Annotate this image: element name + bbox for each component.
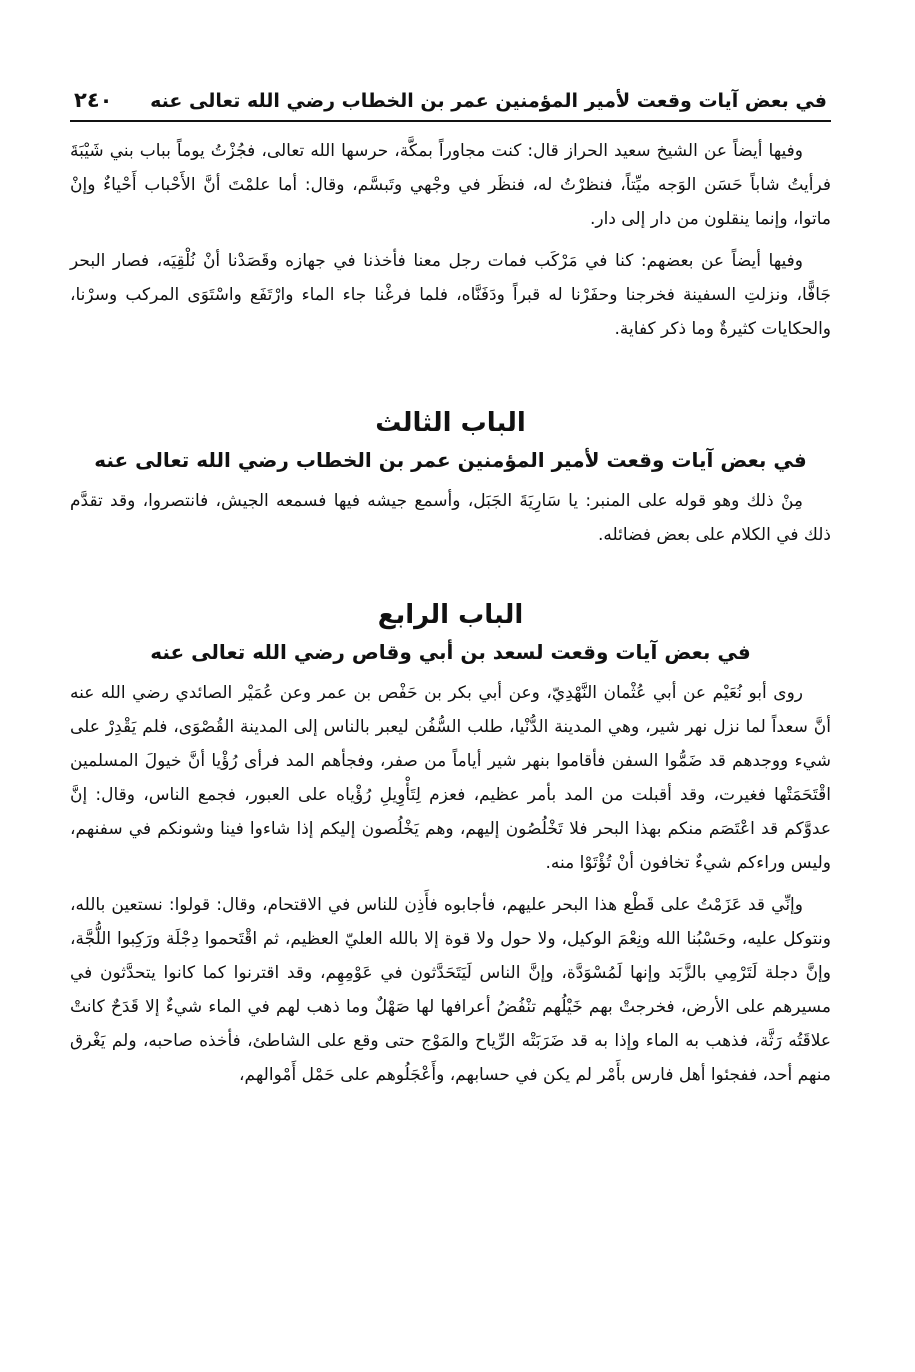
paragraph: مِنْ ذلك وهو قوله على المنبر: يا سَارِيَةَ الجَبَل، وأسمع جيشه فيها فسمعه الجيش، فانتصروا، وقد تقدَّم ذلك في الكلام على بعض فضائله.: [70, 491, 831, 545]
running-title: في بعض آيات وقعت لأمير المؤمنين عمر بن الخطاب رضي الله تعالى عنه: [150, 90, 827, 112]
paragraph: روى أبو نُعَيْم عن أبي عُثْمان النَّهْدِيّ، وعن أبي بكر بن حَفْص بن عمر وعن عُمَيْر الصائدي رضي الله عنه أنَّ سعداً لما نزل نهر شير، وهي المدينة الدُّنْيا، طلب السُّفُن ليعبر بالناس إلى المدينة القُصْوَى، فلم يَقْدِرْ على شيء ووجدهم قد ضَمُّوا السفن فأقاموا بنهر شير أياماً من صفر، وفجأهم المد فرأى رُؤْيا أنَّ خيولَ المسلمين اقْتَحَمَتْها فغيرت، وقد أقبلت من المد بأمر عظيم، فعزم لِتَأْوِيلِ رُؤْياه على العبور، فجمع الناس، وقال: إنَّ عدوَّكم قد اعْتَصَم منكم بهذا البحر فلا تَخْلُصُون إليهم، وهم يَخْلُصون إليكم إذا شاءوا فينا وشونكم في سفنهم، وليس وراءكم شيءٌ تخافون أنْ تُؤْتَوْا منه.: [70, 683, 831, 873]
paragraph: وفيها أيضاً عن بعضهم: كنا في مَرْكَب فمات رجل معنا فأخذنا في جهازه وقَصَدْنا أنْ نُلْقِيَه، فصار البحر جَافًّا، ونزلتِ السفينة فخرجنا وحفَرْنا له قبراً ودَفَنَّاه، فلما فرغْنا جاء الماء وارْتَفَع واسْتَوَى المركب وسرْنا، والحكايات كثيرةٌ وما ذكر كفاية.: [70, 251, 831, 339]
paragraph: وفيها أيضاً عن الشيخ سعيد الحراز قال: كنت مجاوراً بمكَّة، حرسها الله تعالى، فجُزْتُ يوماً بباب بني شَيْبَةَ فرأيتُ شاباً حَسَن الوَجه ميِّتاً، فنظرْتُ له، فنظَر في وجْهي وتَبسَّم، وقال: أما علمْتَ أنَّ الأَحْباب أَحْياءٌ وإنْ ماتوا، وإنما ينقلون من دار إلى دار.: [70, 141, 831, 229]
paragraph: وإنِّي قد عَزَمْتُ على قَطْع هذا البحر عليهم، فأجابوه فأَذِن للناس في الاقتحام، وقال: قولوا: نستعين بالله، ونتوكل عليه، وحَسْبُنا الله ونِعْمَ الوكيل، ولا حول ولا قوة إلا بالله العليّ العظيم، ثم اقْتَحموا دِجْلَة ورَكِبوا اللُّجَّة، وإنَّ دجلة لَتَرْمِي بالزَّبَد وإنها لَمُسْوَدَّة، وإنَّ الناس لَيَتَحَدَّثون في عَوْمِهِم، وقد اقترنوا كما كانوا يتحدَّثون في مسيرهم على الأرض، فخرجتْ بهم خَيْلُهم تنْفُضُ أعرافها لها صَهْلٌ وما ذهب لهم في الماء شيءٌ إلا قَدَحٌ كانتْ علاقَتُه رَثَّة، فذهب به الماء وإذا به قد ضَرَبَتْه الرِّياح والمَوْج حتى وقع على الشاطئ، فأخذه صاحبه، ولم يَغْرق منهم أحد، ففجئوا أهل فارس بأَمْر لم يكن في حسابهم، وأَعْجَلُوهم على حَمْل أَمْوالهم،: [70, 895, 831, 1085]
running-header: [70, 88, 831, 122]
chapter-three-subtitle: في بعض آيات وقعت لأمير المؤمنين عمر بن الخطاب رضي الله تعالى عنه: [94, 448, 807, 472]
chapter-four-body: [70, 676, 831, 1092]
chapter-three-title: الباب الثالث: [375, 408, 526, 438]
intro-section: [70, 134, 831, 346]
chapter-four-title: الباب الرابع: [377, 600, 524, 630]
chapter-four-subtitle: في بعض آيات وقعت لسعد بن أبي وقاص رضي الله تعالى عنه: [150, 640, 751, 664]
page-number: ٢٤٠: [74, 88, 113, 112]
chapter-three-body: [70, 484, 831, 552]
